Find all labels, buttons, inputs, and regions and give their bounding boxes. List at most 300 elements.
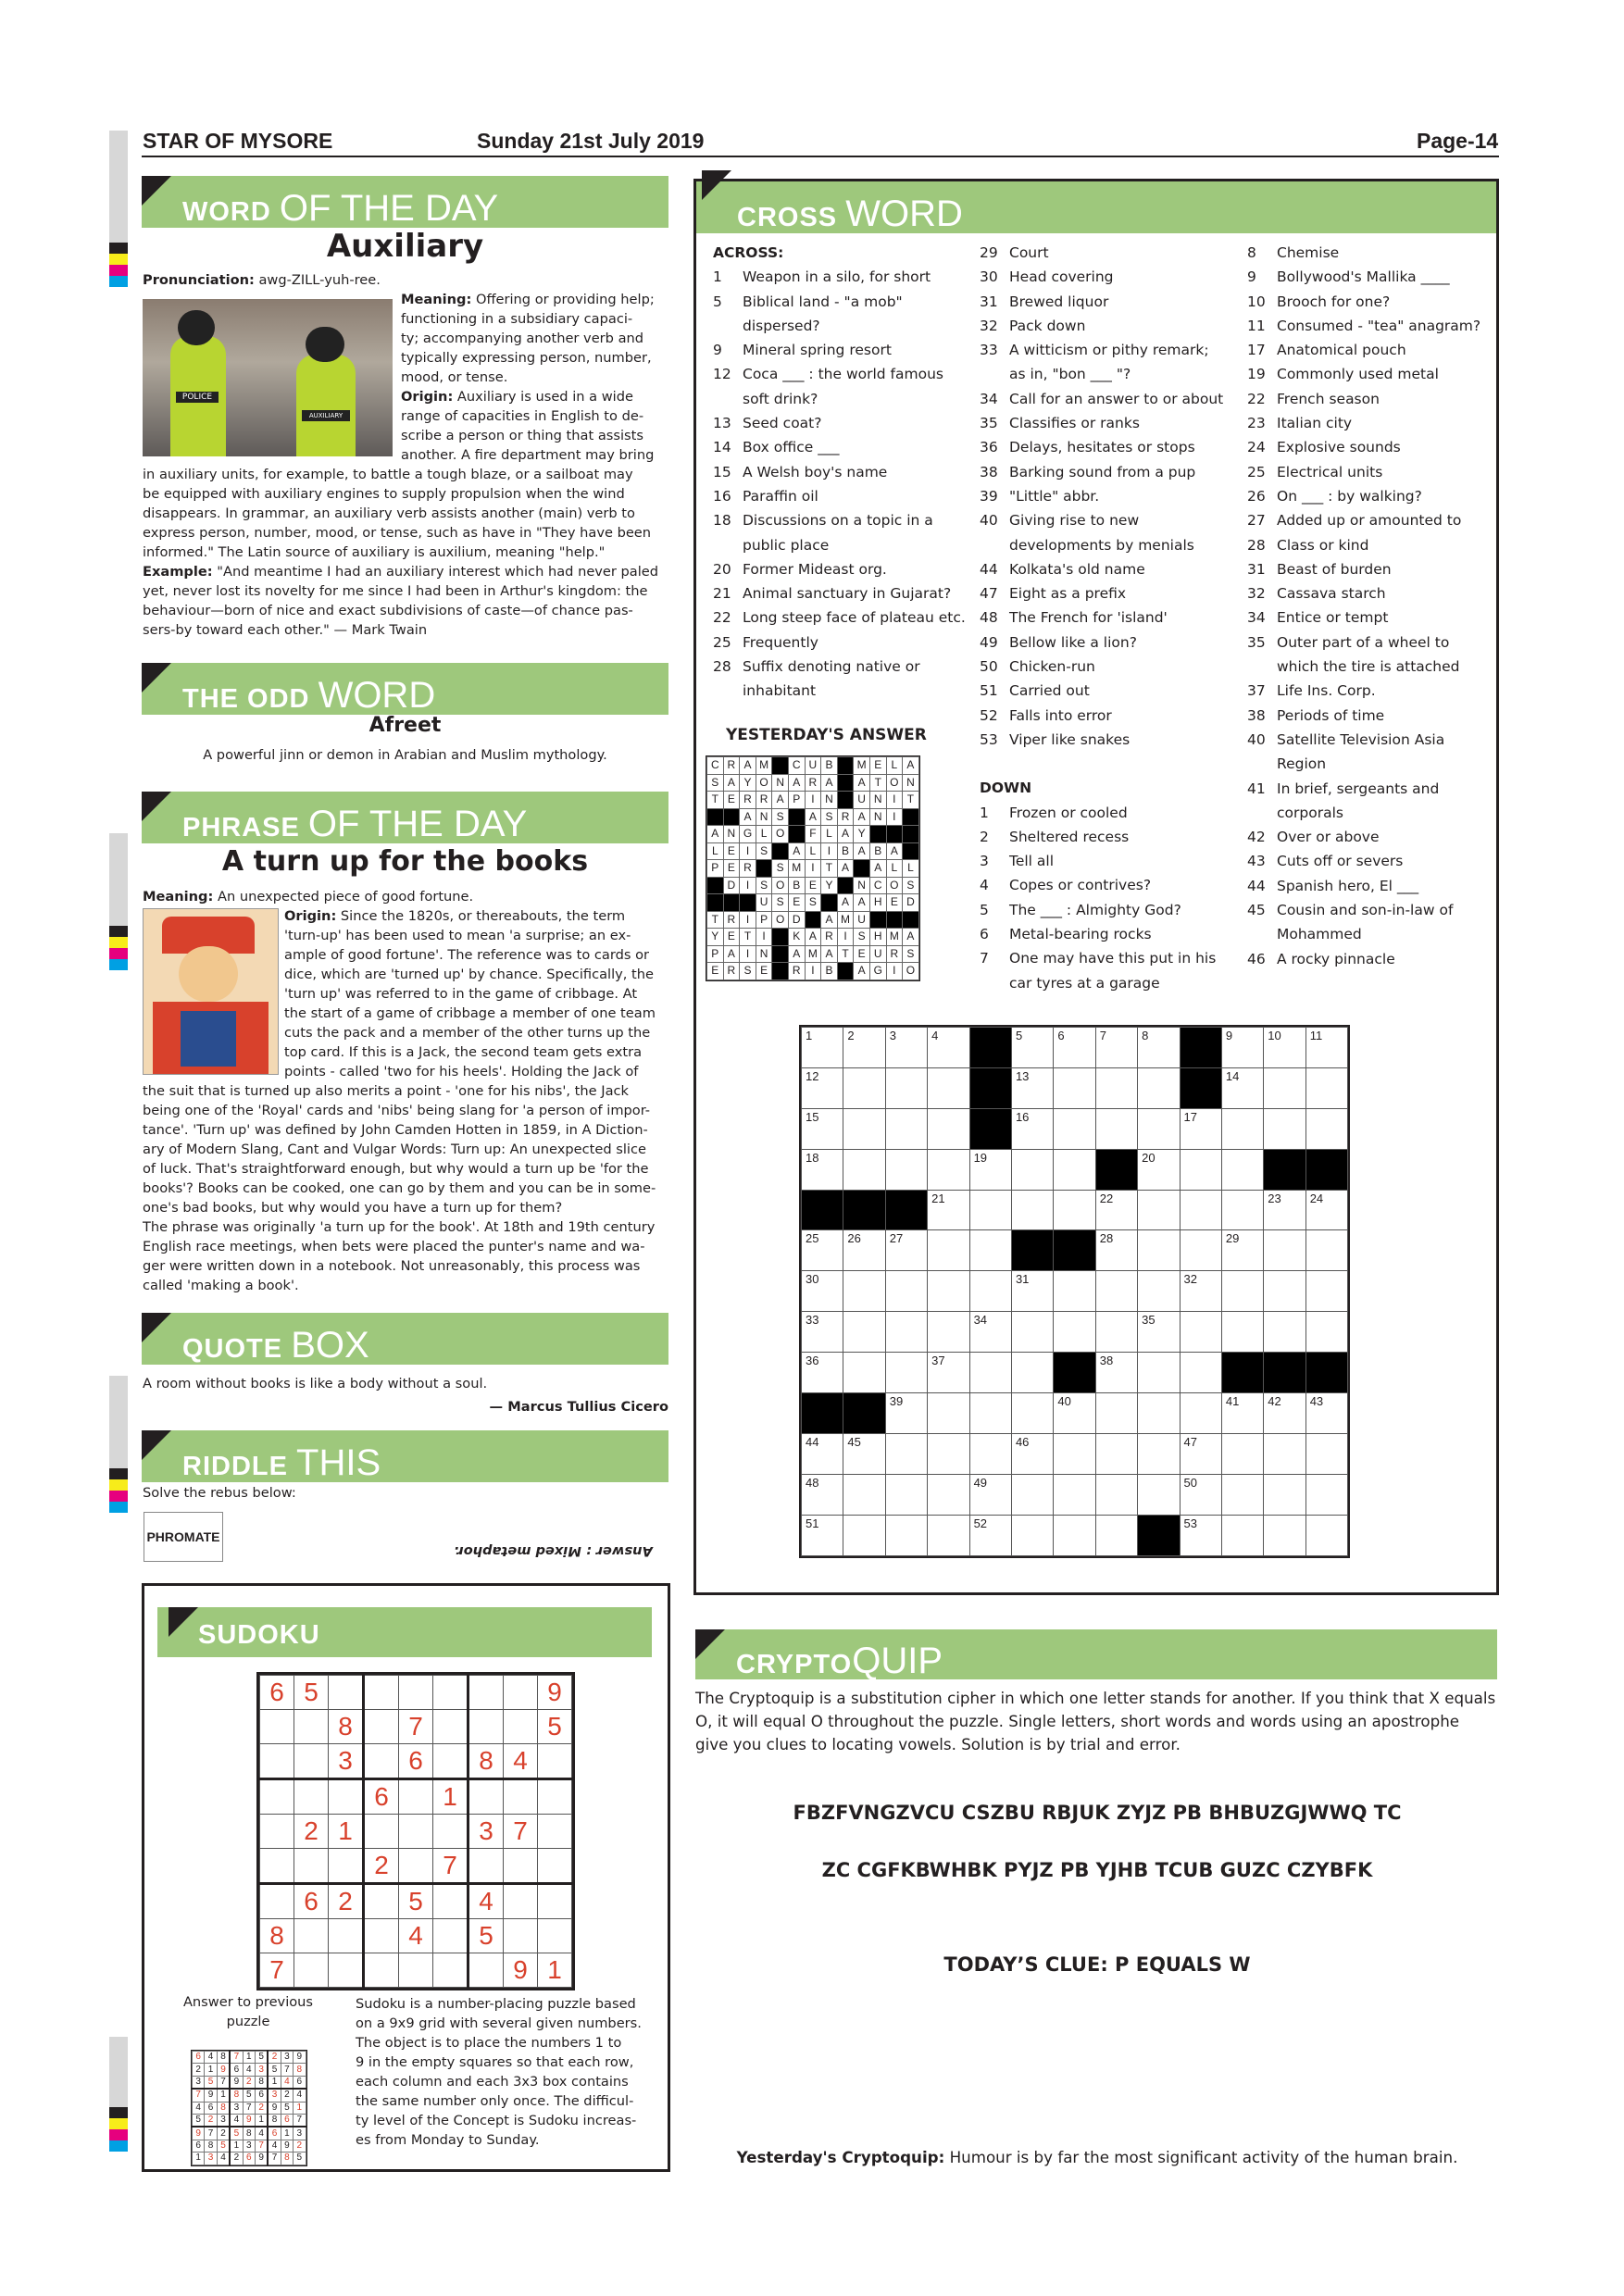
crossword-cell[interactable] <box>1180 1271 1221 1312</box>
answer-cell: G <box>869 963 886 980</box>
crossword-cell[interactable] <box>928 1108 969 1149</box>
clue-number: 31 <box>1247 560 1266 578</box>
cell-number: 42 <box>1268 1394 1281 1409</box>
sudoku-cell[interactable] <box>329 1779 364 1815</box>
sudoku-cell[interactable] <box>433 1744 468 1779</box>
crossword-cell[interactable] <box>1138 1271 1180 1312</box>
crossword-cell[interactable] <box>1305 1515 1347 1555</box>
answer-cell: Y <box>707 929 724 946</box>
sudoku-answer-cell: 2 <box>217 2127 230 2140</box>
crossword-cell[interactable] <box>969 1474 1011 1515</box>
crossword-cell[interactable] <box>928 1312 969 1353</box>
crossword-cell[interactable] <box>1305 1393 1347 1434</box>
clue-line: which the tire is attached <box>1277 658 1460 676</box>
crossword-cell[interactable] <box>1305 1271 1347 1312</box>
crossword-cell[interactable] <box>1264 1190 1305 1230</box>
crossword-cell[interactable] <box>1095 1190 1137 1230</box>
clues-across-col1 <box>713 241 977 704</box>
crossword-cell[interactable] <box>1221 1108 1263 1149</box>
crossword-cell[interactable] <box>1264 1028 1305 1068</box>
crossword-cell[interactable] <box>1054 1433 1095 1474</box>
sudoku-cell[interactable] <box>329 1676 364 1710</box>
answer-cell: R <box>740 792 756 809</box>
crossword-cell[interactable] <box>1011 1433 1053 1474</box>
sudoku-cell[interactable] <box>538 1919 572 1953</box>
crossword-cell[interactable] <box>1305 1067 1347 1108</box>
clue-text: Tell all <box>1009 853 1055 870</box>
crossword-cell[interactable] <box>802 1067 843 1108</box>
clue-line <box>980 849 1239 873</box>
black-square <box>969 1028 1011 1068</box>
crossword-cell[interactable] <box>1180 1474 1221 1515</box>
answer-cell: A <box>788 842 805 860</box>
crossword-cell[interactable] <box>969 1149 1011 1190</box>
crossword-cell[interactable] <box>1095 1353 1137 1393</box>
crossword-cell[interactable] <box>885 1312 927 1353</box>
crossword-cell[interactable] <box>885 1067 927 1108</box>
crossword-cell[interactable] <box>928 1474 969 1515</box>
crossword-cell[interactable] <box>1264 1230 1305 1271</box>
crossword-cell[interactable] <box>885 1028 927 1068</box>
clue-number: 10 <box>1247 293 1266 310</box>
band-label-small: CROSS <box>737 203 838 232</box>
page-number: Page-14 <box>1417 129 1499 153</box>
answer-cell: S <box>740 963 756 980</box>
sudoku-cell[interactable] <box>538 1779 572 1815</box>
crossword-cell[interactable] <box>1095 1108 1137 1149</box>
answer-cell: A <box>837 826 854 843</box>
crossword-cell[interactable] <box>1305 1108 1347 1149</box>
sudoku-cell[interactable] <box>433 1953 468 1988</box>
crossword-cell[interactable] <box>802 1515 843 1555</box>
crossword-cell[interactable] <box>1054 1515 1095 1555</box>
sudoku-answer-cell: 2 <box>255 2102 268 2114</box>
clue-number: 38 <box>1247 706 1266 724</box>
crossword-cell[interactable] <box>1095 1433 1137 1474</box>
crossword-cell[interactable] <box>843 1312 885 1353</box>
crossword-cell[interactable] <box>802 1149 843 1190</box>
answer-cell: R <box>723 757 740 775</box>
crossword-cell[interactable] <box>1264 1393 1305 1434</box>
crossword-cell[interactable] <box>1264 1067 1305 1108</box>
crossword-cell[interactable] <box>1305 1190 1347 1230</box>
black-square <box>756 860 772 878</box>
margin-grey-bar <box>109 1376 128 1468</box>
sudoku-cell[interactable] <box>364 1710 399 1744</box>
sudoku-cell[interactable] <box>538 1849 572 1884</box>
sudoku-cell[interactable] <box>329 1953 364 1988</box>
clue-line: Region <box>1277 755 1327 773</box>
clue-number: 45 <box>1247 902 1266 919</box>
cell-number: 17 <box>1183 1109 1197 1124</box>
odd-word-band <box>142 663 668 715</box>
crossword-cell[interactable] <box>1054 1108 1095 1149</box>
sudoku-cell: 1 <box>538 1953 572 1988</box>
sudoku-cell[interactable] <box>260 1710 294 1744</box>
clue-text: Explosive sounds <box>1277 439 1401 456</box>
crossword-cell[interactable] <box>928 1067 969 1108</box>
sudoku-cell[interactable] <box>433 1676 468 1710</box>
crossword-cell[interactable] <box>1095 1067 1137 1108</box>
crossword-cell[interactable] <box>1264 1108 1305 1149</box>
band-corner <box>695 1629 725 1659</box>
crossword-cell[interactable] <box>928 1190 969 1230</box>
crossword-cell[interactable] <box>802 1433 843 1474</box>
answer-cell: L <box>886 860 903 878</box>
clue-text: Brewed liquor <box>1009 293 1109 310</box>
sudoku-cell[interactable] <box>399 1779 433 1815</box>
answer-cell: E <box>886 894 903 912</box>
crossword-cell[interactable] <box>1264 1312 1305 1353</box>
sudoku-cell[interactable] <box>504 1779 538 1815</box>
sudoku-cell[interactable] <box>399 1815 433 1849</box>
crossword-cell[interactable] <box>928 1230 969 1271</box>
clues-down-col3 <box>1247 241 1495 971</box>
crossword-cell[interactable] <box>1095 1271 1137 1312</box>
sudoku-cell[interactable] <box>399 1676 433 1710</box>
crossword-cell[interactable] <box>1011 1108 1053 1149</box>
crossword-cell[interactable] <box>1054 1271 1095 1312</box>
clue-line <box>980 873 1239 897</box>
crossword-cell[interactable] <box>1180 1312 1221 1353</box>
sudoku-cell[interactable] <box>468 1676 504 1710</box>
crossword-cell[interactable] <box>1095 1230 1137 1271</box>
sudoku-cell[interactable] <box>260 1779 294 1815</box>
sudoku-cell[interactable] <box>399 1953 433 1988</box>
crossword-cell[interactable] <box>802 1312 843 1353</box>
answer-cell: B <box>788 877 805 894</box>
crossword-cell[interactable] <box>885 1433 927 1474</box>
crossword-cell[interactable] <box>928 1433 969 1474</box>
sudoku-cell[interactable] <box>364 1953 399 1988</box>
crossword-cell[interactable] <box>885 1474 927 1515</box>
crossword-cell[interactable] <box>928 1149 969 1190</box>
sudoku-cell[interactable] <box>433 1919 468 1953</box>
black-square <box>1054 1230 1095 1271</box>
crossword-cell[interactable] <box>1138 1393 1180 1434</box>
crossword-cell[interactable] <box>969 1433 1011 1474</box>
sudoku-cell[interactable] <box>433 1884 468 1919</box>
crossword-cell[interactable] <box>885 1393 927 1434</box>
sudoku-answer-cell: 2 <box>294 2140 306 2152</box>
sudoku-cell[interactable] <box>294 1710 329 1744</box>
answer-cell: L <box>903 860 919 878</box>
crossword-cell[interactable] <box>928 1393 969 1434</box>
cell-number: 10 <box>1268 1029 1281 1042</box>
clue-text: Frequently <box>743 633 818 651</box>
crossword-cell[interactable] <box>1054 1312 1095 1353</box>
sudoku-cell[interactable] <box>399 1849 433 1884</box>
crossword-cell[interactable] <box>1011 1190 1053 1230</box>
crossword-cell[interactable] <box>1180 1190 1221 1230</box>
sudoku-cell[interactable] <box>294 1919 329 1953</box>
crossword-cell[interactable] <box>843 1353 885 1393</box>
sudoku-answer-cell: 2 <box>243 2076 255 2089</box>
crossword-cell[interactable] <box>969 1190 1011 1230</box>
crossword-cell[interactable] <box>928 1028 969 1068</box>
crossword-cell[interactable] <box>802 1353 843 1393</box>
sudoku-cell[interactable] <box>294 1849 329 1884</box>
clue-line: public place <box>743 536 830 554</box>
crossword-cell[interactable] <box>1221 1312 1263 1353</box>
crossword-cell[interactable] <box>1180 1353 1221 1393</box>
sudoku-cell[interactable] <box>433 1710 468 1744</box>
crossword-cell[interactable] <box>885 1149 927 1190</box>
sudoku-cell[interactable] <box>294 1744 329 1779</box>
sudoku-cell[interactable] <box>364 1884 399 1919</box>
answer-cell: D <box>723 877 740 894</box>
crossword-cell[interactable] <box>1138 1190 1180 1230</box>
crossword-cell[interactable] <box>969 1515 1011 1555</box>
crossword-cell[interactable] <box>1095 1312 1137 1353</box>
crossword-cell[interactable] <box>1180 1393 1221 1434</box>
crossword-cell[interactable] <box>802 1108 843 1149</box>
crossword-cell[interactable] <box>802 1230 843 1271</box>
crossword-cell[interactable] <box>1095 1515 1137 1555</box>
sudoku-cell[interactable] <box>364 1744 399 1779</box>
cell-number: 52 <box>973 1516 988 1530</box>
crossword-cell[interactable] <box>1011 1353 1053 1393</box>
crossword-cell[interactable] <box>1011 1474 1053 1515</box>
crossword-cell[interactable] <box>843 1149 885 1190</box>
crossword-cell[interactable] <box>802 1474 843 1515</box>
crossword-cell[interactable] <box>1138 1108 1180 1149</box>
crossword-cell[interactable] <box>969 1393 1011 1434</box>
clue-line <box>980 508 1239 532</box>
crossword-cell[interactable] <box>1054 1190 1095 1230</box>
crossword-cell[interactable] <box>1180 1515 1221 1555</box>
crossword-cell[interactable] <box>1011 1515 1053 1555</box>
riddle-prompt: Solve the rebus below: <box>143 1485 296 1501</box>
crossword-cell[interactable] <box>1305 1433 1347 1474</box>
crossword-cell[interactable] <box>1221 1230 1263 1271</box>
clue-text: Eight as a prefix <box>1009 585 1127 603</box>
sudoku-cell[interactable] <box>504 1849 538 1884</box>
sudoku-answer-cell: 4 <box>193 2102 205 2114</box>
sudoku-cell: 2 <box>294 1815 329 1849</box>
crossword-cell[interactable] <box>885 1353 927 1393</box>
crossword-cell[interactable] <box>1221 1433 1263 1474</box>
reg-mark-black <box>109 2107 128 2118</box>
sudoku-cell[interactable] <box>504 1919 538 1953</box>
black-square <box>707 808 724 826</box>
crossword-cell[interactable] <box>1264 1271 1305 1312</box>
cell-number: 7 <box>1099 1029 1106 1042</box>
clue-text: Long steep face of plateau etc. <box>743 609 966 627</box>
black-square <box>1011 1230 1053 1271</box>
cell-number: 30 <box>806 1272 819 1287</box>
answer-cell: N <box>723 826 740 843</box>
crossword-cell[interactable] <box>1054 1028 1095 1068</box>
crossword-cell[interactable] <box>885 1108 927 1149</box>
sudoku-cell: 1 <box>433 1779 468 1815</box>
crossword-cell[interactable] <box>843 1028 885 1068</box>
crossword-cell[interactable] <box>1138 1353 1180 1393</box>
sudoku-cell[interactable] <box>364 1815 399 1849</box>
crossword-cell[interactable] <box>1180 1433 1221 1474</box>
reg-mark-yellow <box>109 2118 128 2129</box>
auxiliary-badge: AUXILIARY <box>302 410 350 421</box>
crossword-cell[interactable] <box>1305 1230 1347 1271</box>
sudoku-cell[interactable] <box>504 1884 538 1919</box>
crossword-cell[interactable] <box>1054 1067 1095 1108</box>
crossword-cell[interactable] <box>1095 1474 1137 1515</box>
answer-cell: T <box>837 945 854 963</box>
crossword-cell[interactable] <box>1011 1028 1053 1068</box>
crossword-cell[interactable] <box>802 1028 843 1068</box>
clue-text: Frozen or cooled <box>1009 804 1128 821</box>
clue-line <box>1247 777 1495 801</box>
sudoku-cell[interactable] <box>294 1779 329 1815</box>
phrase-meaning: Meaning: An unexpected piece of good fortune. <box>143 889 474 905</box>
crossword-cell[interactable] <box>1221 1515 1263 1555</box>
crossword-cell[interactable] <box>885 1515 927 1555</box>
crossword-cell[interactable] <box>1221 1067 1263 1108</box>
crossword-cell[interactable] <box>843 1433 885 1474</box>
cell-number: 43 <box>1309 1394 1324 1409</box>
sudoku-cell[interactable] <box>468 1779 504 1815</box>
crossword-cell[interactable] <box>1264 1474 1305 1515</box>
sudoku-answer-cell: 8 <box>294 2064 306 2076</box>
crossword-cell[interactable] <box>1305 1474 1347 1515</box>
crossword-cell[interactable] <box>1138 1230 1180 1271</box>
sudoku-answer-cell: 7 <box>193 2089 205 2102</box>
sudoku-cell[interactable] <box>538 1884 572 1919</box>
sudoku-cell[interactable] <box>468 1953 504 1988</box>
cell-number: 19 <box>973 1150 988 1165</box>
card-face <box>179 946 238 1002</box>
cell-number: 51 <box>806 1516 819 1530</box>
crossword-cell[interactable] <box>1305 1312 1347 1353</box>
crossword-cell[interactable] <box>1264 1515 1305 1555</box>
sudoku-cell[interactable] <box>364 1919 399 1953</box>
crossword-cell[interactable] <box>843 1067 885 1108</box>
crossword-cell[interactable] <box>969 1271 1011 1312</box>
crossword-cell[interactable] <box>1011 1149 1053 1190</box>
crossword-cell[interactable] <box>1011 1312 1053 1353</box>
sudoku-cell[interactable] <box>433 1815 468 1849</box>
sudoku-cell[interactable] <box>538 1744 572 1779</box>
sudoku-cell[interactable] <box>260 1815 294 1849</box>
crossword-cell[interactable] <box>843 1474 885 1515</box>
clue-number: 49 <box>980 633 998 651</box>
crossword-cell[interactable] <box>1221 1149 1263 1190</box>
sudoku-cell[interactable] <box>294 1953 329 1988</box>
crossword-cell[interactable] <box>843 1271 885 1312</box>
crossword-cell[interactable] <box>928 1271 969 1312</box>
sudoku-cell: 1 <box>329 1815 364 1849</box>
crossword-cell[interactable] <box>1095 1028 1137 1068</box>
crossword-cell[interactable] <box>1180 1149 1221 1190</box>
sudoku-cell[interactable] <box>538 1815 572 1849</box>
crossword-cell[interactable] <box>1221 1028 1263 1068</box>
crossword-cell[interactable] <box>1221 1393 1263 1434</box>
answer-cell: I <box>740 945 756 963</box>
crossword-cell[interactable] <box>1221 1190 1263 1230</box>
crossword-cell[interactable] <box>1138 1312 1180 1353</box>
cell-number: 48 <box>806 1475 819 1490</box>
crossword-cell[interactable] <box>1180 1108 1221 1149</box>
sudoku-cell[interactable] <box>364 1676 399 1710</box>
crossword-cell[interactable] <box>969 1353 1011 1393</box>
crossword-cell[interactable] <box>885 1271 927 1312</box>
crossword-cell[interactable] <box>969 1230 1011 1271</box>
crossword-cell[interactable] <box>1054 1393 1095 1434</box>
crossword-cell[interactable] <box>1221 1474 1263 1515</box>
cell-number: 41 <box>1225 1394 1240 1409</box>
clue-number: 28 <box>1247 536 1266 554</box>
crossword-cell[interactable] <box>802 1271 843 1312</box>
crossword-cell[interactable] <box>843 1230 885 1271</box>
crossword-cell[interactable] <box>928 1353 969 1393</box>
answer-cell: L <box>805 842 821 860</box>
sudoku-cell: 2 <box>329 1884 364 1919</box>
sudoku-cell[interactable] <box>504 1676 538 1710</box>
black-square <box>1180 1067 1221 1108</box>
crossword-cell[interactable] <box>1138 1067 1180 1108</box>
crossword-cell[interactable] <box>1054 1149 1095 1190</box>
answer-cell: M <box>854 757 870 775</box>
clue-number: 43 <box>1247 853 1266 870</box>
sudoku-cell: 6 <box>399 1744 433 1779</box>
crossword-cell[interactable] <box>1221 1271 1263 1312</box>
yesterday-answer-grid <box>706 755 920 981</box>
crossword-cell[interactable] <box>1011 1271 1053 1312</box>
sudoku-cell[interactable] <box>260 1744 294 1779</box>
sudoku-cell[interactable] <box>468 1849 504 1884</box>
crossword-cell[interactable] <box>1180 1230 1221 1271</box>
crossword-cell[interactable] <box>1011 1393 1053 1434</box>
crossword-cell[interactable] <box>843 1108 885 1149</box>
sudoku-answer-cell: 5 <box>217 2140 230 2152</box>
sudoku-answer-cell: 9 <box>193 2127 205 2140</box>
crossword-cell[interactable] <box>1264 1433 1305 1474</box>
crossword-cell[interactable] <box>1138 1474 1180 1515</box>
answer-cell: T <box>903 792 919 809</box>
sudoku-answer-cell: 9 <box>217 2064 230 2076</box>
answer-cell: M <box>805 945 821 963</box>
sudoku-cell[interactable] <box>329 1919 364 1953</box>
crossword-cell[interactable] <box>1138 1433 1180 1474</box>
clue-text: Cuts off or severs <box>1277 853 1404 870</box>
sudoku-cell[interactable] <box>260 1884 294 1919</box>
crossword-cell[interactable] <box>928 1515 969 1555</box>
black-square <box>1305 1149 1347 1190</box>
crossword-cell[interactable] <box>885 1230 927 1271</box>
clue-number: 21 <box>713 585 731 603</box>
clue-line <box>713 362 977 386</box>
crossword-cell[interactable] <box>843 1515 885 1555</box>
crossword-cell[interactable] <box>969 1312 1011 1353</box>
sudoku-cell[interactable] <box>260 1849 294 1884</box>
word-of-day-band <box>142 176 668 228</box>
crossword-cell[interactable] <box>1054 1474 1095 1515</box>
crossword-cell[interactable] <box>1138 1028 1180 1068</box>
crossword-cell[interactable] <box>1011 1067 1053 1108</box>
clue-line <box>1247 630 1495 655</box>
sudoku-cell[interactable] <box>329 1849 364 1884</box>
crossword-cell[interactable] <box>1305 1028 1347 1068</box>
sudoku-cell: 7 <box>260 1953 294 1988</box>
answer-cell: T <box>740 929 756 946</box>
black-square <box>772 757 789 775</box>
cell-number: 33 <box>806 1313 819 1328</box>
sudoku-cell[interactable] <box>504 1710 538 1744</box>
crossword-cell[interactable] <box>1138 1149 1180 1190</box>
cell-number: 37 <box>931 1354 945 1368</box>
sudoku-cell[interactable] <box>468 1710 504 1744</box>
crossword-cell[interactable] <box>1095 1393 1137 1434</box>
